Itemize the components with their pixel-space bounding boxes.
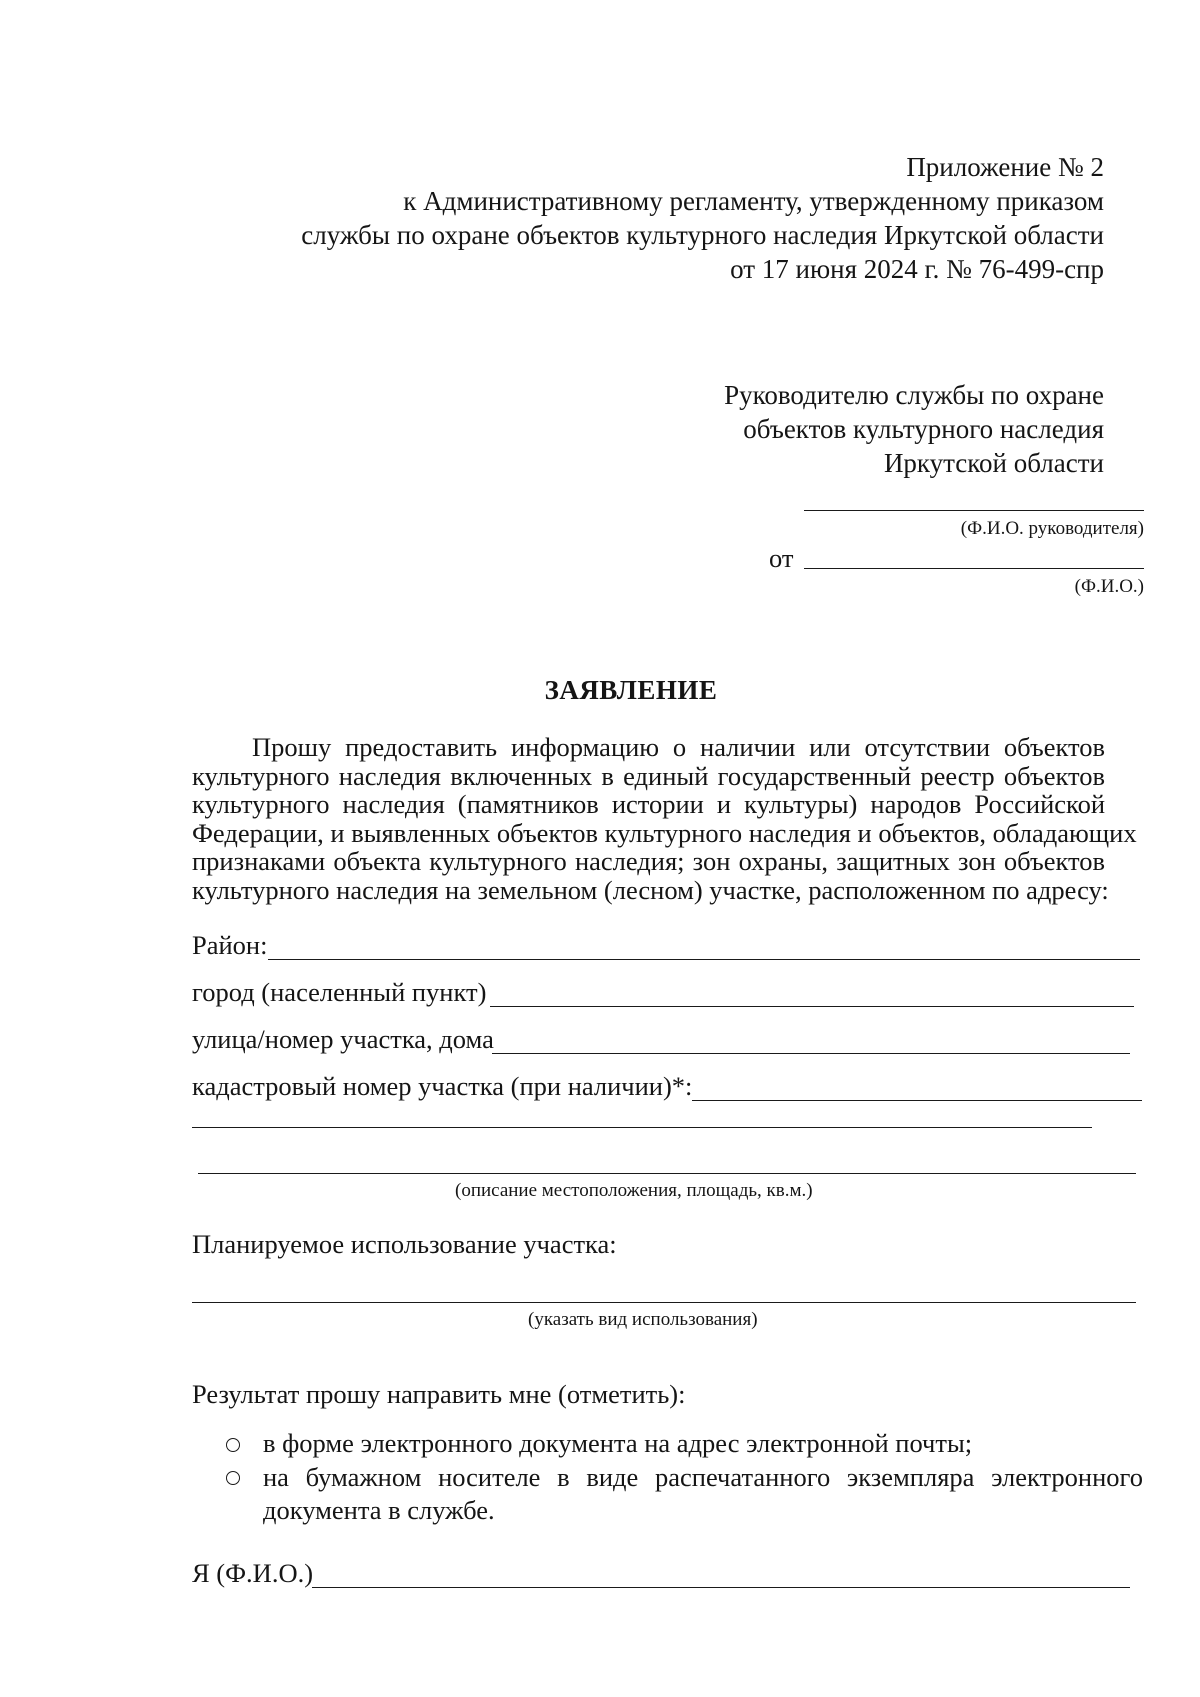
- cadastral-label: кадастровый номер участка (при наличии)*:: [192, 1071, 693, 1101]
- signature-label: Я (Ф.И.О.): [192, 1558, 314, 1588]
- appendix-authority: службы по охране объектов культурного наследия Иркутской области: [301, 220, 1104, 250]
- appendix-header: [204, 150, 1104, 286]
- district-label: Район:: [192, 930, 268, 960]
- request-line: культурного наследия включенных в единый государственный реестр объектов: [192, 760, 1105, 791]
- cadastral-input-line[interactable]: [692, 1100, 1142, 1101]
- request-line: Федерации, и выявленных объектов культурного наследия и объектов, обладающих: [192, 817, 1137, 848]
- addressee-line-1: Руководителю службы по охране: [724, 380, 1104, 410]
- location-description-hint: (описание местоположения, площадь, кв.м.): [455, 1180, 813, 1201]
- result-label: Результат прошу направить мне (отметить):: [192, 1379, 686, 1409]
- city-input-line[interactable]: [490, 1006, 1134, 1007]
- addressee-block: [504, 378, 1104, 480]
- document-title: ЗАЯВЛЕНИЕ: [544, 675, 718, 705]
- result-option-label: в форме электронного документа на адрес электронной почты;: [263, 1428, 973, 1458]
- addressee-line-2: объектов культурного наследия: [743, 414, 1104, 444]
- usage-input-line[interactable]: [192, 1302, 1136, 1303]
- applicant-name-hint: (Ф.И.О.): [1074, 576, 1144, 597]
- request-paragraph: [192, 732, 1137, 905]
- usage-label: Планируемое использование участка:: [192, 1229, 617, 1259]
- head-name-line[interactable]: [804, 510, 1144, 511]
- result-option-label: на бумажном носителе в виде распечатанного экземпляра электронного документа в службе.: [263, 1462, 1143, 1525]
- head-name-hint: (Ф.И.О. руководителя): [960, 518, 1144, 539]
- cadastral-continuation-line[interactable]: [192, 1127, 1092, 1128]
- radio-circle-icon[interactable]: [226, 1471, 240, 1485]
- addressee-line-3: Иркутской области: [883, 448, 1104, 478]
- signature-name-line[interactable]: [312, 1587, 1130, 1588]
- from-label: от: [769, 543, 794, 573]
- appendix-regulation: к Административному регламенту, утвержденному приказом: [403, 186, 1104, 216]
- usage-hint: (указать вид использования): [528, 1309, 758, 1330]
- request-line: культурного наследия на земельном (лесном) участке, расположенном по адресу:: [192, 874, 1109, 905]
- request-line: культурного наследия (памятников истории и культуры) народов Российской: [192, 789, 1105, 819]
- request-line: Прошу предоставить информацию о наличии или отсутствии объектов: [252, 732, 1105, 762]
- city-label: город (населенный пункт): [192, 977, 487, 1007]
- applicant-name-line[interactable]: [804, 568, 1144, 569]
- radio-circle-icon[interactable]: [226, 1438, 240, 1452]
- appendix-number: Приложение № 2: [906, 152, 1104, 182]
- request-line: признаками объекта культурного наследия; зон охраны, защитных зон объектов: [192, 846, 1105, 876]
- appendix-order-date: от 17 июня 2024 г. № 76-499-спр: [730, 254, 1104, 284]
- street-input-line[interactable]: [492, 1053, 1130, 1054]
- district-input-line[interactable]: [268, 959, 1140, 960]
- street-label: улица/номер участка, дома: [192, 1024, 494, 1054]
- location-description-line[interactable]: [198, 1173, 1136, 1174]
